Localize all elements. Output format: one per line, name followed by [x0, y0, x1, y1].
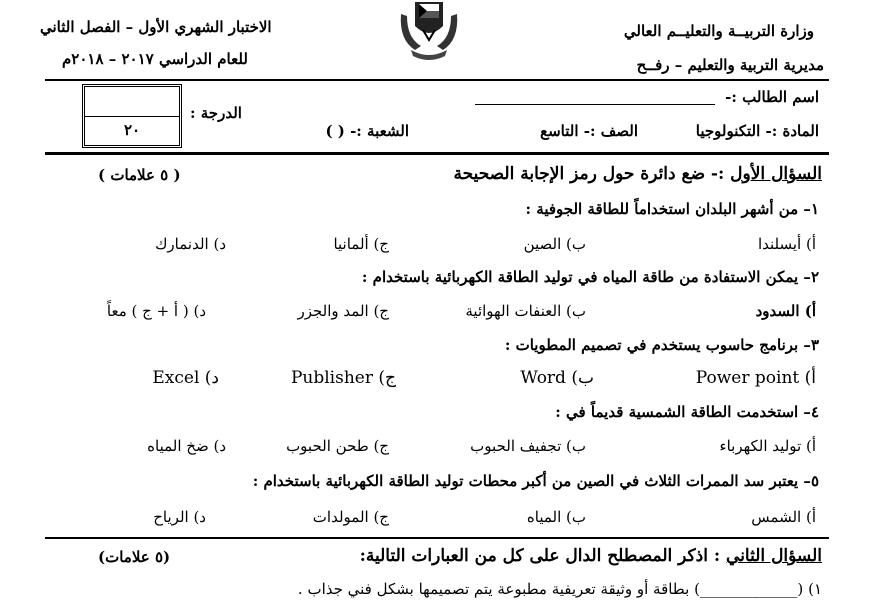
directorate-name: مديرية التربية والتعليم – رفــح — [636, 56, 824, 74]
q1-4-option-a[interactable]: أ) توليد الكهرباء — [719, 437, 816, 455]
q2-item-1-text: بطاقة أو وثيقة تعريفية مطبوعة يتم تصميمها بشكل فني جذاب . — [297, 580, 690, 598]
q1-question-1: ١– من أشهر البلدان استخداماً للطاقة الجوفية : — [525, 200, 819, 218]
q1-5-option-b[interactable]: ب) المياه — [526, 508, 586, 526]
q2-marks: (٥ علامات) — [98, 548, 171, 566]
grade-label: الصف :- التاسع — [540, 122, 638, 140]
q1-2-option-c[interactable]: ج) المد والجزر — [297, 302, 389, 320]
q1-title: السؤال الأول — [730, 164, 822, 184]
q1-2-option-d[interactable]: د) ( أ + ج ) معاً — [106, 302, 206, 320]
info-divider — [45, 152, 829, 155]
q2-title: السؤال الثاني — [726, 546, 822, 566]
emblem-icon — [395, 0, 463, 66]
q1-question-2: ٢– يمكن الاستفادة من طاقة المياه في توليد الطاقة الكهربائية باستخدام : — [361, 268, 819, 286]
q1-divider — [45, 537, 829, 539]
q1-5-option-d[interactable]: د) الرياح — [153, 508, 206, 526]
student-name-field[interactable] — [475, 104, 715, 105]
ministry-name: وزارة التربيــة والتعليــم العالي — [623, 22, 814, 40]
q2-item-1-number: ١) — [808, 580, 822, 598]
q2-item-1-blank[interactable]: (_____________) — [694, 580, 804, 598]
q1-3-option-d[interactable]: د) Excel — [152, 368, 219, 388]
q1-2-option-b[interactable]: ب) العنفات الهوائية — [465, 302, 586, 320]
q1-instruction: :- ضع دائرة حول رمز الإجابة الصحيحة — [453, 164, 725, 184]
q1-4-option-b[interactable]: ب) تجفيف الحبوب — [470, 437, 586, 455]
exam-title: الاختبار الشهري الأول – الفصل الثاني — [40, 18, 272, 36]
q1-2-option-a[interactable]: أ) السدود — [755, 302, 816, 320]
q1-3-option-c[interactable]: ج) Publisher — [290, 368, 396, 388]
q1-1-option-a[interactable]: أ) أيسلندا — [757, 235, 816, 253]
subject-label: المادة :- التكنولوجيا — [695, 122, 819, 140]
score-total: ٢٠ — [123, 121, 141, 139]
q1-5-option-a[interactable]: أ) الشمس — [751, 508, 816, 526]
q1-heading — [453, 164, 822, 184]
q1-marks: ( ٥ علامات ) — [98, 166, 181, 184]
q1-4-option-c[interactable]: ج) طحن الحبوب — [286, 437, 389, 455]
q1-4-option-d[interactable]: د) ضخ المياه — [147, 437, 226, 455]
q1-question-3: ٣– برنامج حاسوب يستخدم في تصميم المطويات : — [504, 336, 819, 354]
q1-5-option-c[interactable]: ج) المولدات — [312, 508, 389, 526]
q2-heading — [360, 546, 822, 566]
score-label: الدرجة : — [190, 104, 242, 122]
academic-year: للعام الدراسي ٢٠١٧ – ٢٠١٨م — [62, 50, 248, 68]
q1-question-5: ٥– يعتبر سد الممرات الثلاث في الصين من أكبر محطات توليد الطاقة الكهربائية باستخدام : — [252, 472, 819, 490]
q1-1-option-c[interactable]: ج) ألمانيا — [333, 235, 389, 253]
q1-1-option-d[interactable]: د) الدنمارك — [155, 235, 226, 253]
student-name-label: اسم الطالب :- — [725, 88, 819, 106]
header-divider — [45, 79, 829, 81]
q2-instruction: : اذكر المصطلح الدال على كل من العبارات التالية: — [359, 546, 721, 566]
q1-1-option-b[interactable]: ب) الصين — [523, 235, 586, 253]
q1-3-option-a[interactable]: أ) Power point — [695, 368, 816, 388]
q2-item-1 — [298, 580, 822, 598]
q1-question-4: ٤– استخدمت الطاقة الشمسية قديماً في : — [555, 403, 819, 421]
q1-3-option-b[interactable]: ب) Word — [520, 368, 594, 388]
score-box — [82, 84, 182, 148]
section-label: الشعبة :- ( ) — [325, 122, 409, 140]
